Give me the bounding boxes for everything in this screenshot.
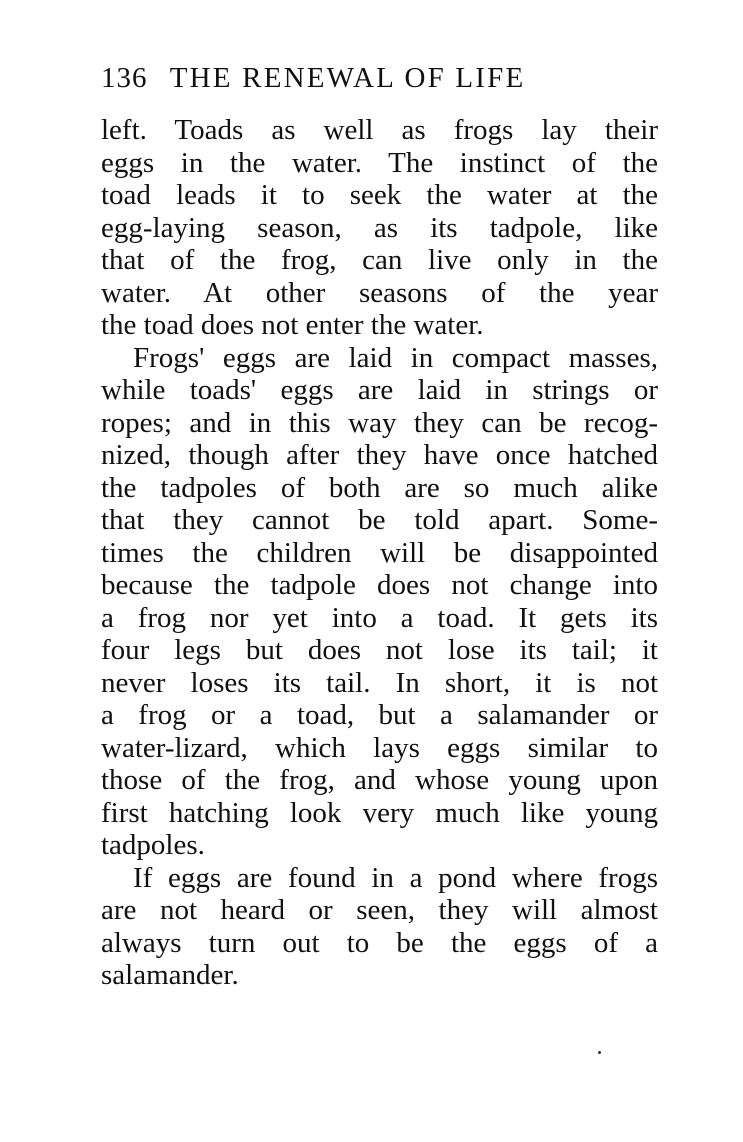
text-line: salamander. (101, 959, 239, 991)
paragraph-1 (101, 114, 658, 342)
text-line: a frog or a toad, but a salamander or (101, 699, 658, 731)
text-line: left. Toads as well as frogs lay their (101, 114, 658, 146)
running-header (101, 58, 661, 98)
text-line: are not heard or seen, they will almost (101, 894, 658, 926)
print-speck (598, 1051, 601, 1054)
text-line: tadpoles. (101, 829, 205, 861)
text-line: because the tadpole does not change into (101, 569, 658, 601)
text-line: water-lizard, which lays eggs similar to (101, 731, 658, 764)
text-line: water. At other seasons of the year (101, 276, 658, 309)
body-text (101, 114, 658, 992)
text-line: first hatching look very much like young (101, 796, 658, 829)
text-line: ropes; and in this way they can be recog- (101, 406, 658, 439)
text-line: toad leads it to seek the water at the (101, 179, 658, 211)
text-line: while toads' eggs are laid in strings or (101, 374, 658, 406)
text-line: If eggs are found in a pond where frogs (133, 861, 658, 894)
text-line: egg-laying season, as its tadpole, like (101, 211, 658, 244)
text-line: a frog nor yet into a toad. It gets its (101, 601, 658, 634)
running-title: THE RENEWAL OF LIFE (169, 62, 526, 94)
text-line: the toad does not enter the water. (101, 309, 484, 341)
text-line: the tadpoles of both are so much alike (101, 471, 658, 504)
text-line: four legs but does not lose its tail; it (101, 634, 658, 666)
text-line: nized, though after they have once hatched (101, 439, 658, 471)
text-line: times the children will be disappointed (101, 536, 658, 569)
text-line: those of the frog, and whose young upon (101, 764, 658, 796)
text-line: eggs in the water. The instinct of the (101, 146, 658, 179)
text-line: never loses its tail. In short, it is not (101, 666, 658, 699)
paragraph-3 (101, 862, 658, 992)
text-line: that they cannot be told apart. Some- (101, 504, 658, 536)
paragraph-2 (101, 342, 658, 862)
text-line: that of the frog, can live only in the (101, 244, 658, 276)
page-number: 136 (101, 62, 148, 94)
text-line: Frogs' eggs are laid in compact masses, (133, 341, 658, 374)
text-line: always turn out to be the eggs of a (101, 926, 658, 959)
